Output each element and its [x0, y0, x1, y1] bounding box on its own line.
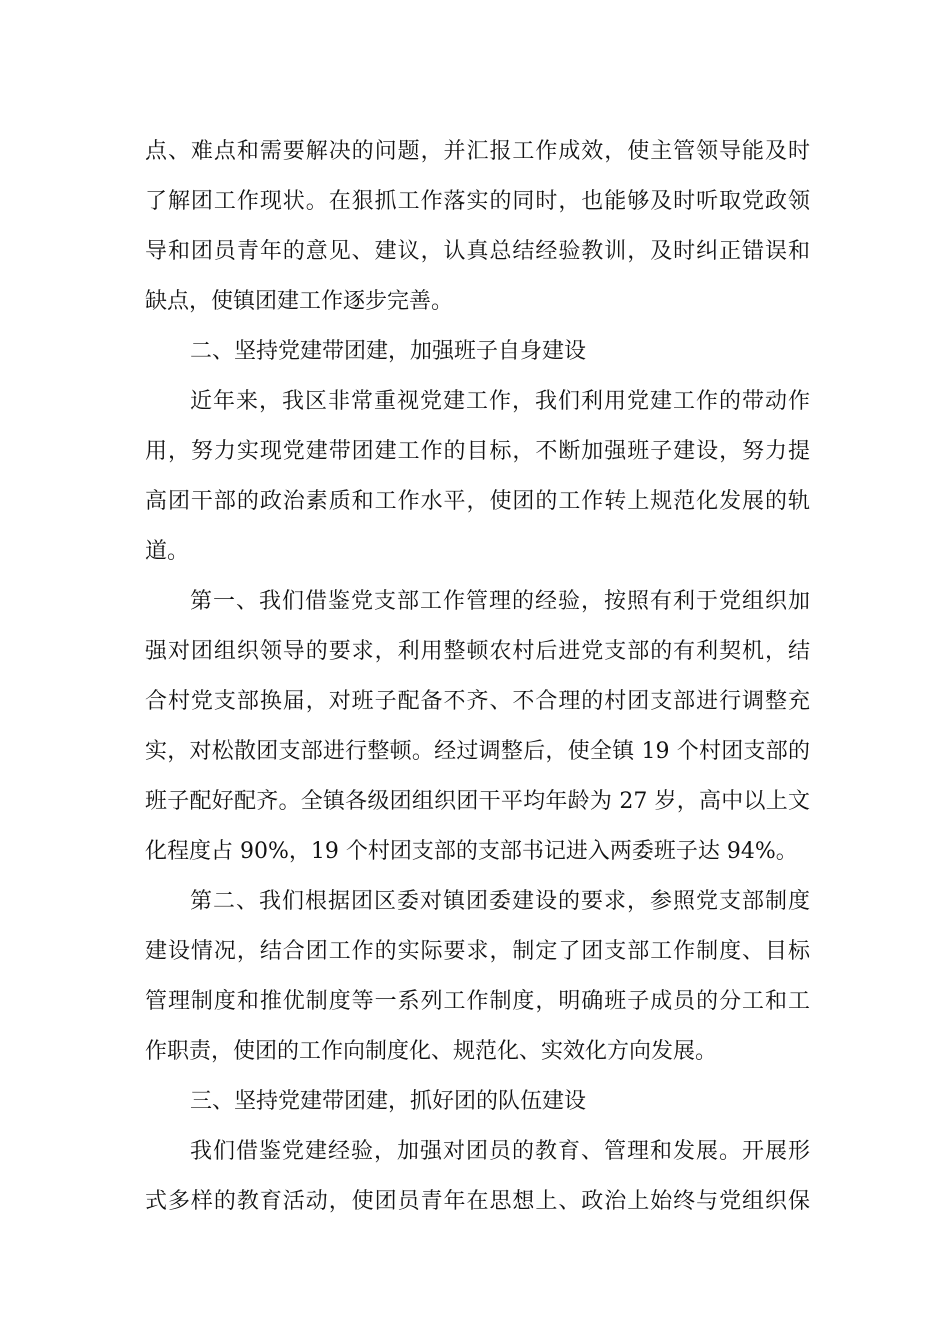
- body-text-line: 作职责，使团的工作向制度化、规范化、实效化方向发展。: [145, 1039, 718, 1064]
- section-heading-3: 三、坚持党建带团建，抓好团的队伍建设: [190, 1089, 587, 1114]
- body-text-line: 强对团组织领导的要求，利用整顿农村后进党支部的有利契机，结: [145, 639, 810, 664]
- body-text-line: 导和团员青年的意见、建议，认真总结经验教训，及时纠正错误和: [145, 239, 810, 264]
- body-text-line: 班子配好配齐。全镇各级团组织团干平均年龄为 27 岁，高中以上文: [145, 789, 810, 814]
- body-text-line: 了解团工作现状。在狠抓工作落实的同时，也能够及时听取党政领: [145, 189, 810, 214]
- body-text-line: 近年来，我区非常重视党建工作，我们利用党建工作的带动作: [190, 389, 810, 414]
- body-text-line: 点、难点和需要解决的问题，并汇报工作成效，使主管领导能及时: [145, 139, 810, 164]
- body-text-line: 合村党支部换届，对班子配备不齐、不合理的村团支部进行调整充: [145, 689, 810, 714]
- body-text-line: 缺点，使镇团建工作逐步完善。: [145, 289, 454, 314]
- body-text-line: 用，努力实现党建带团建工作的目标，不断加强班子建设，努力提: [145, 439, 810, 464]
- body-text-line: 高团干部的政治素质和工作水平，使团的工作转上规范化发展的轨: [145, 489, 810, 514]
- body-text-line: 第二、我们根据团区委对镇团委建设的要求，参照党支部制度: [190, 889, 810, 914]
- body-text-line: 化程度占 90%，19 个村团支部的支部书记进入两委班子达 94%。: [145, 839, 798, 864]
- body-text-line: 式多样的教育活动，使团员青年在思想上、政治上始终与党组织保: [145, 1189, 810, 1214]
- body-text-line: 建设情况，结合团工作的实际要求，制定了团支部工作制度、目标: [145, 939, 810, 964]
- body-text-line: 第一、我们借鉴党支部工作管理的经验，按照有利于党组织加: [190, 589, 810, 614]
- body-text-line: 实，对松散团支部进行整顿。经过调整后，使全镇 19 个村团支部的: [145, 739, 810, 764]
- body-text-line: 道。: [145, 539, 190, 564]
- section-heading-2: 二、坚持党建带团建，加强班子自身建设: [190, 339, 587, 364]
- body-text-line: 管理制度和推优制度等一系列工作制度，明确班子成员的分工和工: [145, 989, 810, 1014]
- body-text-line: 我们借鉴党建经验，加强对团员的教育、管理和发展。开展形: [190, 1139, 810, 1164]
